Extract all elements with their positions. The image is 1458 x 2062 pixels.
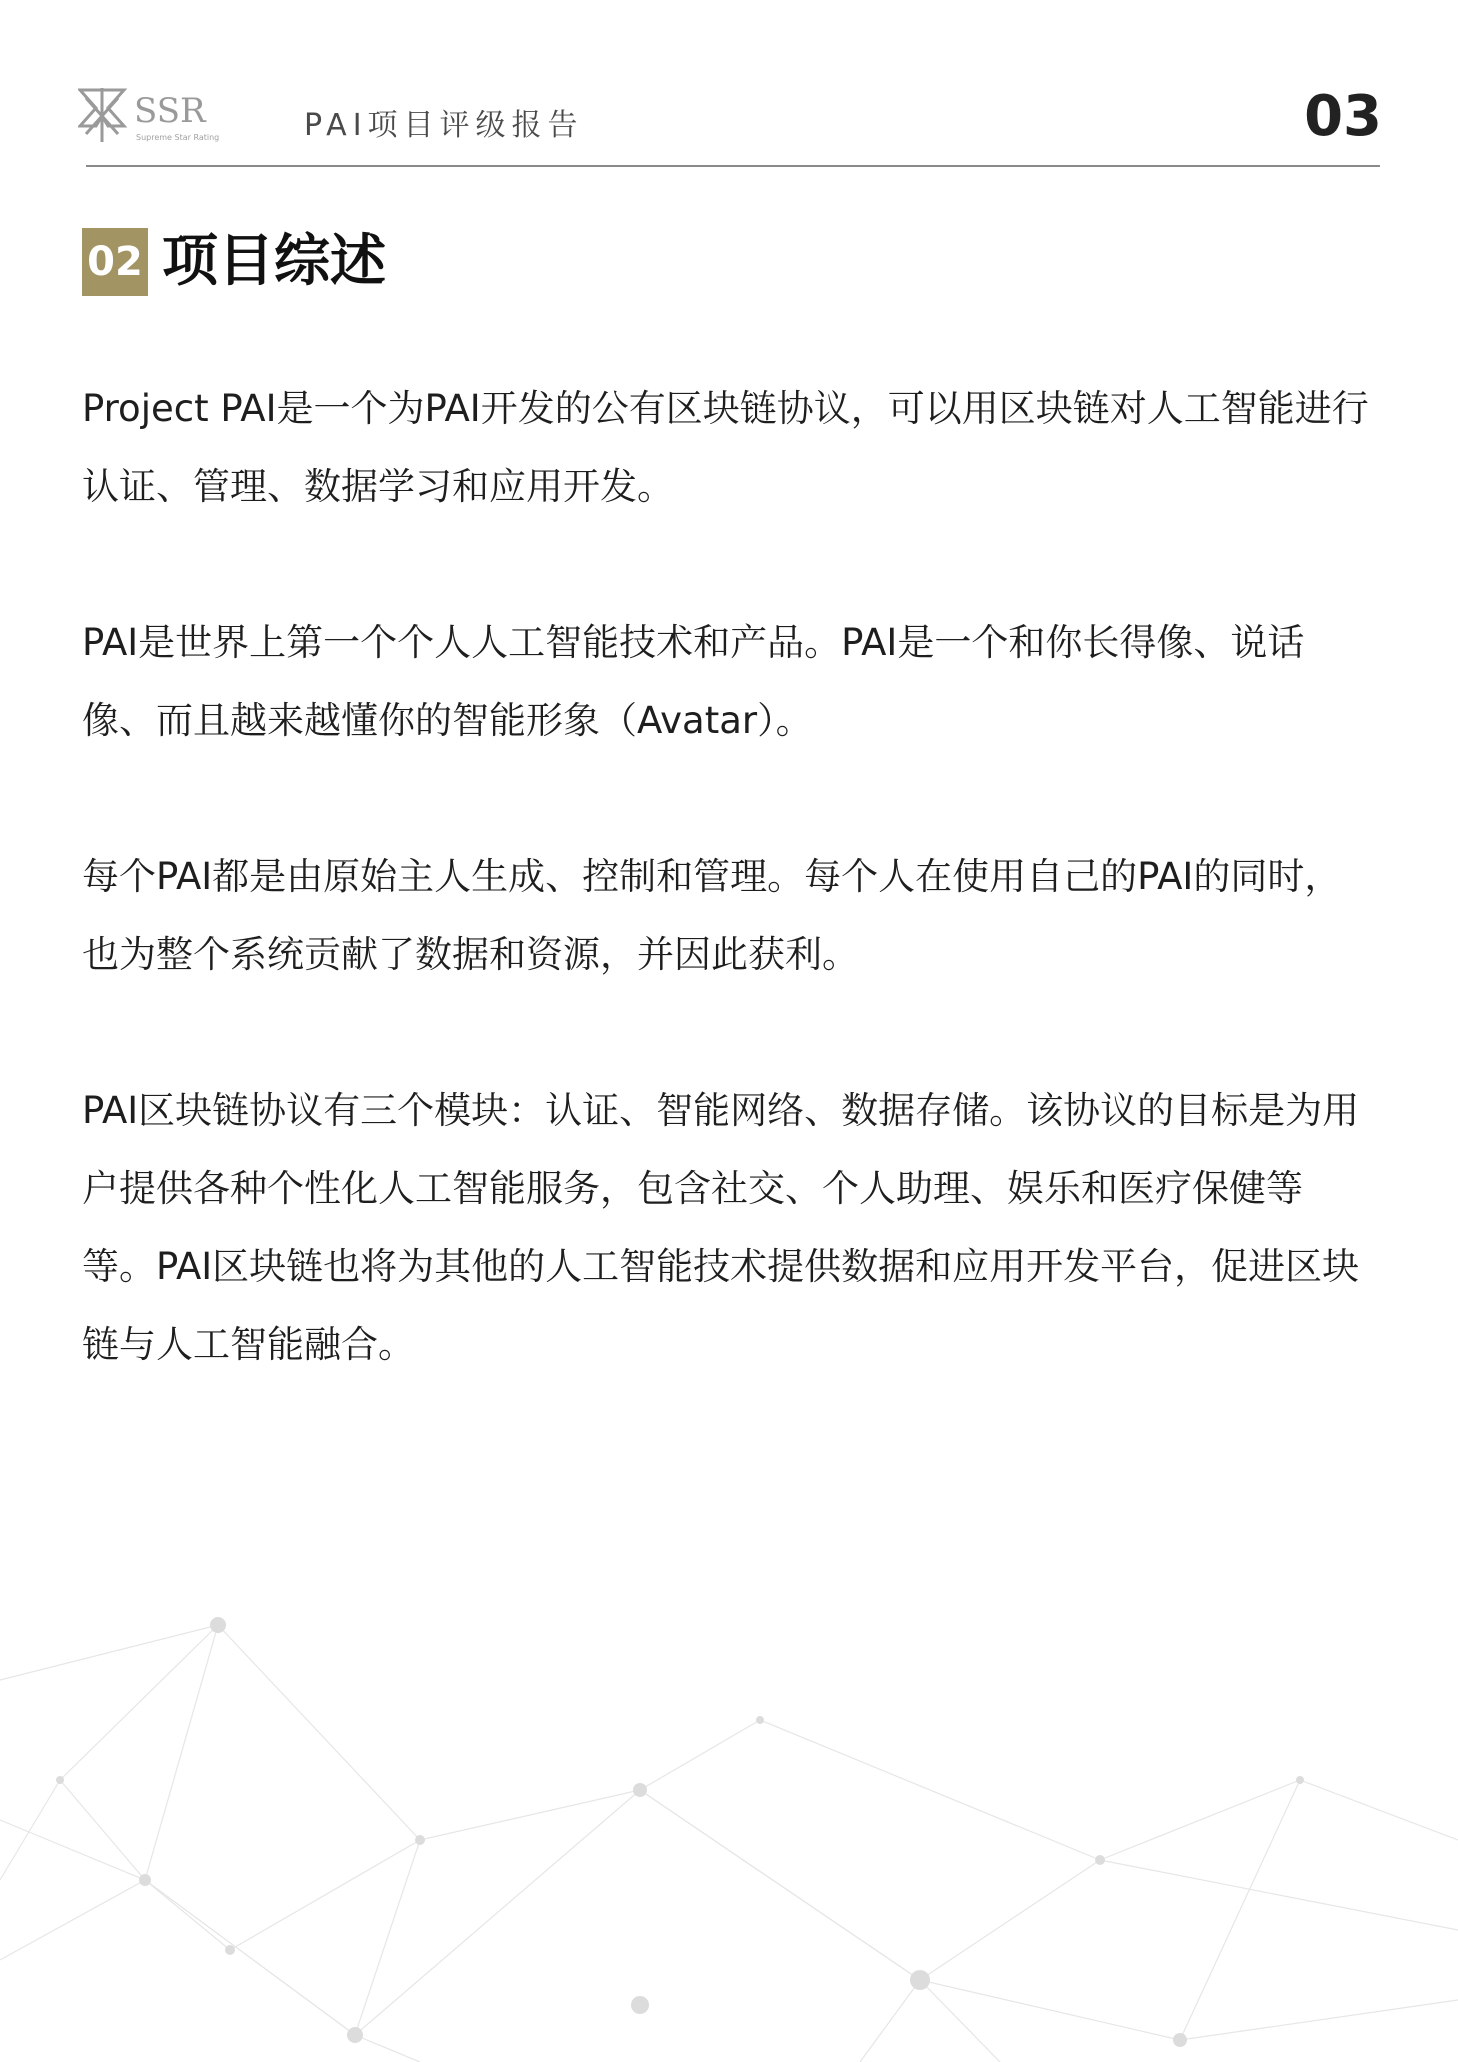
network-background-graphic bbox=[0, 1580, 1458, 2062]
paragraph-2: PAI是世界上第一个个人人工智能技术和产品。PAI是一个和你长得像、说话像、而且越来越懂你的智能形象（Avatar）。 bbox=[82, 621, 1305, 742]
document-title: PAI项目评级报告 bbox=[304, 108, 584, 143]
page-header bbox=[78, 84, 1382, 166]
ssr-logo bbox=[78, 86, 253, 146]
body-text bbox=[82, 370, 1372, 1462]
header-divider bbox=[86, 165, 1380, 167]
paragraph-3: 每个PAI都是由原始主人生成、控制和管理。每个人在使用自己的PAI的同时，也为整个系统贡献了数据和资源，并因此获利。 bbox=[82, 855, 1342, 976]
paragraph-4: PAI区块链协议有三个模块：认证、智能网络、数据存储。该协议的目标是为用户提供各种个性化人工智能服务，包含社交、个人助理、娱乐和医疗保健等等。PAI区块链也将为其他的人工智能技术提供数据和应用开发平台，促进区块链与人工智能融合。 bbox=[82, 1089, 1360, 1366]
svg-text:Supreme Star Rating: Supreme Star Rating bbox=[136, 133, 220, 142]
svg-text:SSR: SSR bbox=[134, 91, 206, 131]
page-number: 03 bbox=[1304, 84, 1382, 149]
paragraph-1: Project PAI是一个为PAI开发的公有区块链协议，可以用区块链对人工智能进行认证、管理、数据学习和应用开发。 bbox=[82, 387, 1369, 508]
section-title: 项目综述 bbox=[162, 229, 386, 294]
section-number-badge: 02 bbox=[82, 228, 148, 296]
